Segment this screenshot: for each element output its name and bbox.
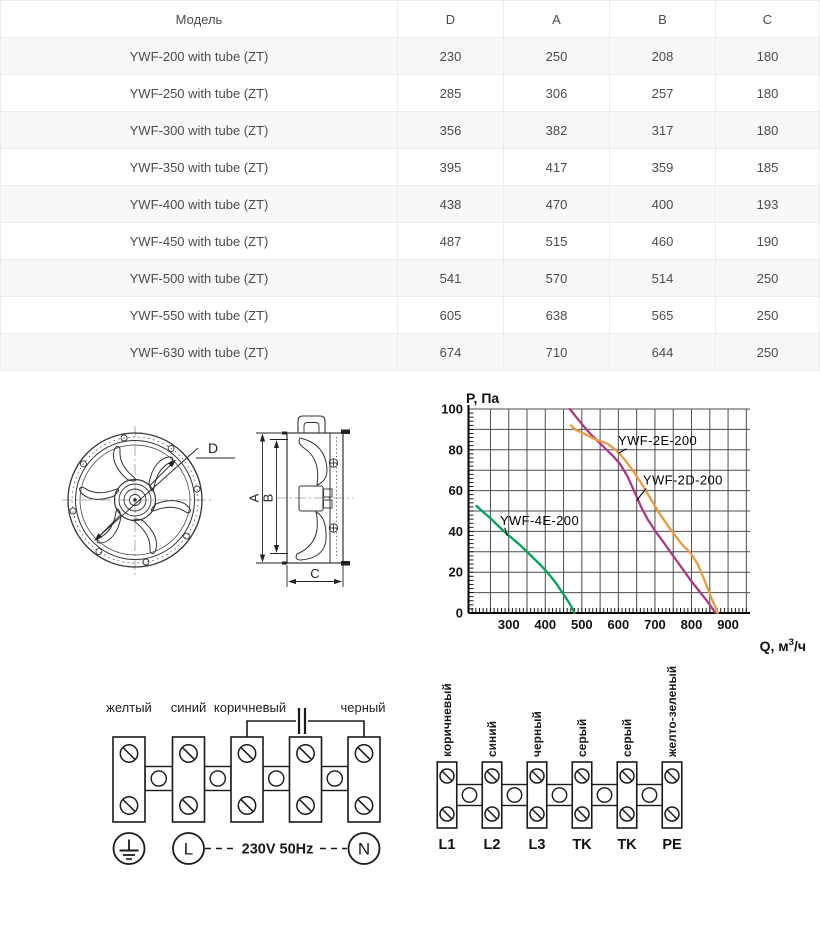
performance-chart	[430, 385, 820, 660]
terminal-link-hole	[210, 771, 225, 786]
cell-model: YWF-300 with tube (ZT)	[129, 122, 269, 138]
wire-label: черный	[340, 700, 386, 715]
wire-label: желтый	[106, 700, 152, 715]
cell-b: 565	[609, 297, 715, 333]
phase-letter: L	[183, 839, 194, 859]
terminal-link-hole	[269, 771, 284, 786]
cell-c: 250	[715, 297, 819, 333]
terminal-link-hole	[151, 771, 166, 786]
blade-profile-bottom	[296, 512, 326, 560]
cell-c: 250	[715, 260, 819, 296]
svg-text:500: 500	[570, 617, 593, 632]
terminal-link-hole	[642, 788, 656, 802]
cell-b: 400	[609, 186, 715, 222]
flange-tab	[341, 430, 350, 435]
cell-c: 193	[715, 186, 819, 222]
cell-a: 306	[503, 75, 609, 111]
wire-label: синий	[170, 700, 207, 715]
cell-b: 257	[609, 75, 715, 111]
wire-label: синий	[485, 720, 499, 757]
cell-c: 180	[715, 38, 819, 74]
cell-a: 570	[503, 260, 609, 296]
neutral-symbol	[349, 833, 380, 864]
wire-label: черный	[530, 711, 544, 757]
cell-a: 250	[503, 38, 609, 74]
cell-b: 514	[609, 260, 715, 296]
neutral-letter: N	[357, 839, 371, 859]
table-row	[1, 223, 819, 260]
cell-b: 644	[609, 334, 715, 370]
header-cell-a: A	[503, 1, 609, 37]
wire-label: желто-зеленый	[665, 665, 679, 757]
svg-text:40: 40	[448, 523, 463, 539]
series-label: YWF-4E-200	[499, 512, 580, 528]
cell-model: YWF-550 with tube (ZT)	[129, 307, 269, 323]
dimension-label-c: C	[310, 566, 320, 581]
cell-model: YWF-400 with tube (ZT)	[129, 196, 269, 212]
cell-a: 470	[503, 186, 609, 222]
table-row	[1, 260, 819, 297]
cell-d: 487	[397, 223, 503, 259]
dimensions-table	[0, 0, 820, 371]
table-row	[1, 297, 819, 334]
dimension-label-a: A	[246, 493, 262, 503]
terminal-link-hole	[552, 788, 566, 802]
table-row	[1, 186, 819, 223]
table-row	[1, 38, 819, 75]
fan-side-view	[247, 416, 354, 587]
table-row	[1, 334, 819, 371]
table-row	[1, 75, 819, 112]
svg-text:300: 300	[497, 617, 520, 632]
wiring-diagram-single-phase	[78, 693, 413, 888]
y-axis-title: P, Па	[466, 390, 500, 406]
terminal-label: TK	[572, 837, 592, 853]
blade-profile-top	[299, 438, 327, 485]
cell-model: YWF-450 with tube (ZT)	[129, 233, 269, 249]
fan-drawing	[50, 395, 380, 605]
terminal-strip-left	[113, 737, 380, 822]
cell-d: 541	[397, 260, 503, 296]
cell-a: 417	[503, 149, 609, 185]
terminal-label: PE	[662, 837, 682, 853]
voltage-label: 230V 50Hz	[241, 841, 314, 858]
flange-tab	[341, 561, 350, 566]
series-label: YWF-2D-200	[642, 472, 723, 488]
terminal-link-hole	[507, 788, 521, 802]
table-row	[1, 149, 819, 186]
cell-a: 710	[503, 334, 609, 370]
chart-axes	[469, 405, 751, 613]
cell-model: YWF-350 with tube (ZT)	[129, 159, 269, 175]
cell-d: 230	[397, 38, 503, 74]
svg-text:0: 0	[455, 605, 463, 621]
svg-text:20: 20	[448, 564, 463, 580]
dimension-label-b: B	[260, 493, 276, 503]
earth-symbol-icon	[114, 833, 145, 864]
cell-c: 180	[715, 112, 819, 148]
wire-labels	[106, 700, 385, 715]
cell-d: 356	[397, 112, 503, 148]
svg-text:700: 700	[644, 617, 666, 632]
svg-text:100: 100	[441, 401, 463, 417]
terminal-label: L3	[528, 837, 546, 853]
fan-front-view	[62, 426, 235, 577]
cell-b: 359	[609, 149, 715, 185]
x-axis-title: Q, $м^3/ч$	[759, 637, 806, 654]
cell-c: 190	[715, 223, 819, 259]
wire-label: серый	[620, 718, 634, 757]
terminal-link-hole	[597, 788, 611, 802]
cell-d: 395	[397, 149, 503, 185]
cell-c: 185	[715, 149, 819, 185]
wire-label: коричневый	[213, 700, 287, 715]
svg-text:900: 900	[717, 617, 739, 632]
cell-d: 438	[397, 186, 503, 222]
cell-c: 250	[715, 334, 819, 370]
cell-c: 180	[715, 75, 819, 111]
terminal-label: L2	[483, 837, 501, 853]
wire-label: коричневый	[440, 683, 454, 757]
cell-a: 515	[503, 223, 609, 259]
cell-a: 382	[503, 112, 609, 148]
mounting-bracket	[298, 416, 325, 433]
terminal-label: L1	[438, 837, 456, 853]
terminal-link-hole	[327, 771, 342, 786]
svg-text:400: 400	[534, 617, 557, 632]
chart-grid	[469, 409, 751, 613]
header-cell-model: Модель	[175, 11, 223, 27]
cell-d: 674	[397, 334, 503, 370]
terminal-strip-right	[437, 762, 682, 828]
table-header-row	[1, 1, 819, 38]
wire-labels-rotated	[440, 666, 679, 758]
svg-text:80: 80	[448, 442, 463, 458]
terminal-label: TK	[617, 837, 637, 853]
cell-a: 638	[503, 297, 609, 333]
cell-d: 605	[397, 297, 503, 333]
cell-model: YWF-500 with tube (ZT)	[129, 270, 269, 286]
cell-b: 208	[609, 38, 715, 74]
series-YWF-2E-200	[571, 425, 718, 613]
header-cell-b: B	[609, 1, 715, 37]
cell-model: YWF-200 with tube (ZT)	[129, 48, 269, 64]
series-label: YWF-2E-200	[618, 433, 698, 449]
cell-b: 317	[609, 112, 715, 148]
terminal-labels	[439, 837, 682, 853]
svg-text:600: 600	[607, 617, 630, 632]
cell-b: 460	[609, 223, 715, 259]
phase-symbol	[173, 833, 204, 864]
header-cell-d: D	[397, 1, 503, 37]
header-cell-c: C	[715, 1, 819, 37]
table-row	[1, 112, 819, 149]
wire-label: серый	[575, 718, 589, 757]
wiring-diagram-three-phase	[420, 665, 710, 860]
svg-text:800: 800	[680, 617, 703, 632]
dimension-label-d: D	[207, 440, 219, 456]
motor-hub	[299, 486, 323, 511]
cell-model: YWF-250 with tube (ZT)	[129, 85, 269, 101]
svg-text:60: 60	[448, 483, 463, 499]
cell-model: YWF-630 with tube (ZT)	[129, 344, 269, 360]
terminal-link-hole	[462, 788, 476, 802]
cell-d: 285	[397, 75, 503, 111]
